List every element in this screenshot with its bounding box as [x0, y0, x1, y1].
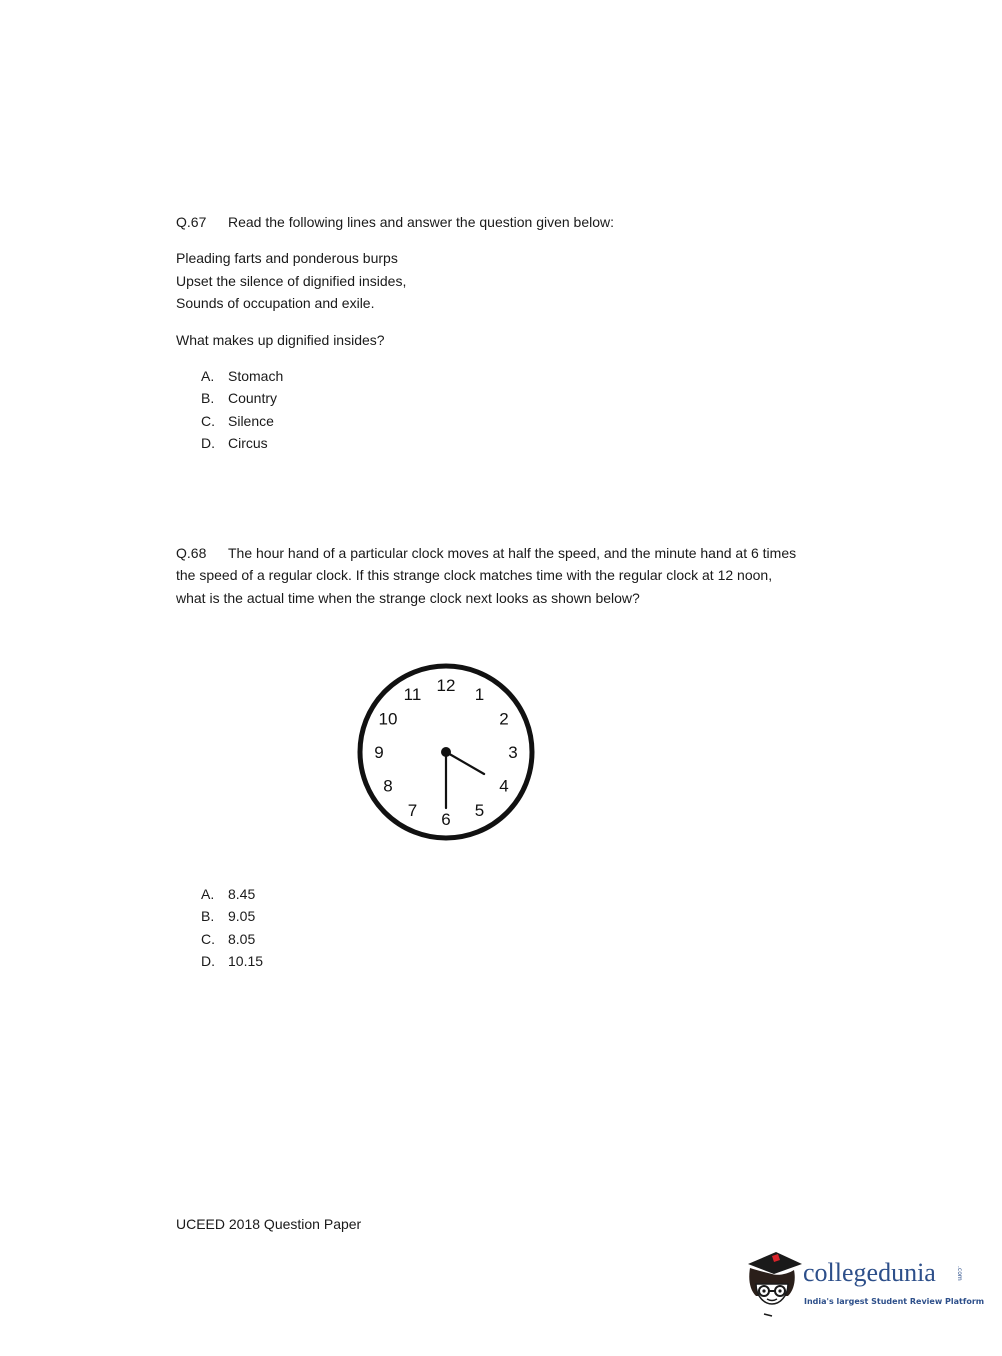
logo-suffix: .com: [956, 1266, 963, 1281]
question-number-68: Q.68: [176, 545, 207, 561]
clock-numeral: 11: [403, 685, 422, 704]
clock-figure: [350, 656, 542, 848]
option-text: Circus: [228, 435, 268, 451]
option-letter: B.: [201, 390, 215, 406]
option-letter: C.: [201, 413, 215, 429]
option-text: 8.05: [228, 931, 256, 947]
option-text: 10.15: [228, 953, 264, 969]
clock-numeral: 8: [383, 776, 393, 796]
clock-numeral: 1: [474, 685, 485, 704]
option-text: Country: [228, 390, 278, 406]
question-number-67: Q.67: [176, 214, 207, 230]
option-letter: C.: [201, 931, 215, 947]
clock-numeral: 9: [374, 743, 384, 762]
clock-numeral: 5: [474, 801, 485, 820]
poem-line-1: Pleading farts and ponderous burps: [176, 250, 398, 266]
poem-line-3: Sounds of occupation and exile.: [176, 295, 375, 311]
logo-wordmark: collegedunia: [803, 1258, 936, 1287]
option-text: 9.05: [228, 908, 256, 924]
question-67-text: What makes up dignified insides?: [176, 332, 385, 348]
clock-numeral: 3: [508, 743, 518, 762]
clock-numeral: 6: [441, 810, 451, 829]
question-68-line-1: The hour hand of a particular clock moves at half the speed, and the minute hand at 6 times: [228, 545, 797, 561]
footer-title: UCEED 2018 Question Paper: [176, 1216, 362, 1232]
option-text: Silence: [228, 413, 274, 429]
poem-line-2: Upset the silence of dignified insides,: [176, 273, 407, 289]
mascot-icon: [742, 1250, 804, 1320]
option-letter: D.: [201, 953, 215, 969]
option-letter: A.: [201, 368, 215, 384]
clock-center-pin: [441, 747, 451, 757]
option-text: 8.45: [228, 886, 256, 902]
option-text: Stomach: [228, 368, 284, 384]
question-67-prompt: Read the following lines and answer the question given below:: [228, 214, 615, 230]
clock-numeral: 2: [499, 709, 509, 729]
question-68-line-2: the speed of a regular clock. If this strange clock matches time with the regular clock at 12 noon,: [176, 567, 773, 583]
question-68-line-3: what is the actual time when the strange clock next looks as shown below?: [176, 590, 640, 606]
clock-face: [350, 656, 542, 848]
option-letter: B.: [201, 908, 215, 924]
clock-numeral: 12: [436, 676, 456, 695]
option-letter: A.: [201, 886, 215, 902]
option-letter: D.: [201, 435, 215, 451]
logo-tagline: India's largest Student Review Platform: [804, 1297, 985, 1306]
clock-numeral: 7: [407, 801, 418, 820]
collegedunia-logo: [742, 1250, 985, 1320]
clock-numeral: 10: [378, 709, 398, 729]
clock-numeral: 4: [499, 776, 509, 796]
